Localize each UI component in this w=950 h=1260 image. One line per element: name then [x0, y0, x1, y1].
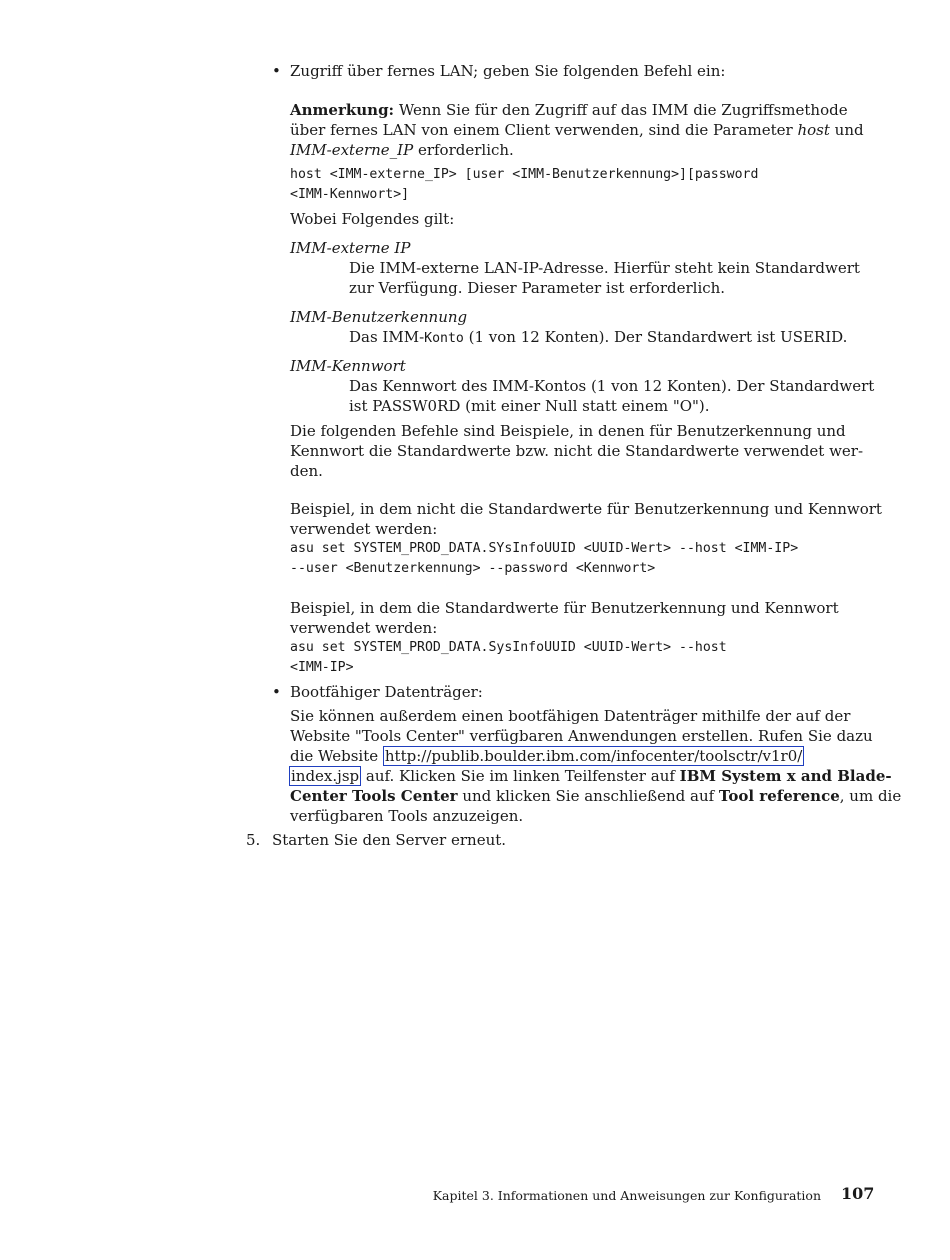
- tools-center-link[interactable]: http://publib.boulder.ibm.com/infocenter/toolsctr/v1r0/: [384, 747, 803, 765]
- code-line: --user <Benutzerkennung> --password <Kennwort>: [290, 561, 656, 576]
- definition-term: IMM-externe IP: [290, 239, 411, 257]
- example-heading: Beispiel, in dem die Standardwerte für Benutzerkennung und Kennwort: [290, 599, 839, 617]
- paragraph: Wobei Folgendes gilt:: [290, 210, 455, 228]
- definition-desc: Die IMM-externe LAN-IP-Adresse. Hierfür steht kein Standardwert: [349, 259, 860, 277]
- paragraph: Sie können außerdem einen bootfähigen Datenträger mithilfe der auf der: [290, 707, 851, 725]
- paragraph: den.: [290, 462, 323, 480]
- example-heading: Beispiel, in dem nicht die Standardwerte für Benutzerkennung und Kennwort: [290, 500, 882, 518]
- paragraph: Kennwort die Standardwerte bzw. nicht die Standardwerte verwendet wer-: [290, 442, 864, 460]
- bullet-text: Zugriff über fernes LAN; geben Sie folgenden Befehl ein:: [290, 62, 726, 80]
- bullet-marker: •: [272, 62, 281, 80]
- step-text: Starten Sie den Server erneut.: [272, 831, 507, 849]
- bullet-marker: •: [272, 683, 281, 701]
- paragraph: index.jsp auf. Klicken Sie im linken Teilfenster auf IBM System x and Blade-: [291, 767, 892, 785]
- paragraph: Die folgenden Befehle sind Beispiele, in denen für Benutzerkennung und: [290, 422, 846, 440]
- example-heading: verwendet werden:: [290, 619, 438, 637]
- definition-term: IMM-Benutzerkennung: [290, 308, 468, 326]
- definition-desc: zur Verfügung. Dieser Parameter ist erforderlich.: [349, 279, 726, 297]
- step-number: 5.: [246, 831, 261, 849]
- code-line: asu set SYSTEM_PROD_DATA.SYsInfoUUID <UUID-Wert> --host <IMM-IP>: [290, 541, 799, 556]
- definition-desc: Das Kennwort des IMM-Kontos (1 von 12 Konten). Der Standardwert: [349, 377, 875, 395]
- footer-chapter: Kapitel 3. Informationen und Anweisungen zur Konfiguration: [432, 1188, 821, 1203]
- note-line: über fernes LAN von einem Client verwenden, sind die Parameter host und: [290, 121, 864, 139]
- code-line: <IMM-Kennwort>]: [290, 187, 410, 202]
- paragraph: die Website http://publib.boulder.ibm.com/infocenter/toolsctr/v1r0/: [290, 747, 803, 765]
- definition-term: IMM-Kennwort: [290, 357, 406, 375]
- code-line: asu set SYSTEM_PROD_DATA.SysInfoUUID <UUID-Wert> --host: [290, 640, 727, 655]
- example-heading: verwendet werden:: [290, 520, 438, 538]
- note-line: Anmerkung: Wenn Sie für den Zugriff auf das IMM die Zugriffsmethode: [290, 101, 848, 119]
- paragraph: Center Tools Center und klicken Sie anschließend auf Tool reference, um die: [290, 787, 902, 805]
- definition-desc: ist PASSW0RD (mit einer Null statt einem "O").: [349, 397, 710, 415]
- page-number: 107: [841, 1184, 875, 1203]
- note-line: IMM-externe_IP erforderlich.: [290, 141, 514, 159]
- note-label: Anmerkung:: [290, 101, 395, 119]
- definition-desc: Das IMM-Konto (1 von 12 Konten). Der Standardwert ist USERID.: [349, 328, 848, 346]
- paragraph: Website "Tools Center" verfügbaren Anwendungen erstellen. Rufen Sie dazu: [290, 727, 873, 745]
- code-line: <IMM-IP>: [290, 660, 354, 675]
- paragraph: verfügbaren Tools anzuzeigen.: [290, 807, 524, 825]
- tools-center-link-continued[interactable]: index.jsp: [291, 767, 360, 785]
- bullet-text: Bootfähiger Datenträger:: [290, 683, 483, 701]
- code-line: host <IMM-externe_IP> [user <IMM-Benutzerkennung>][password: [290, 167, 759, 182]
